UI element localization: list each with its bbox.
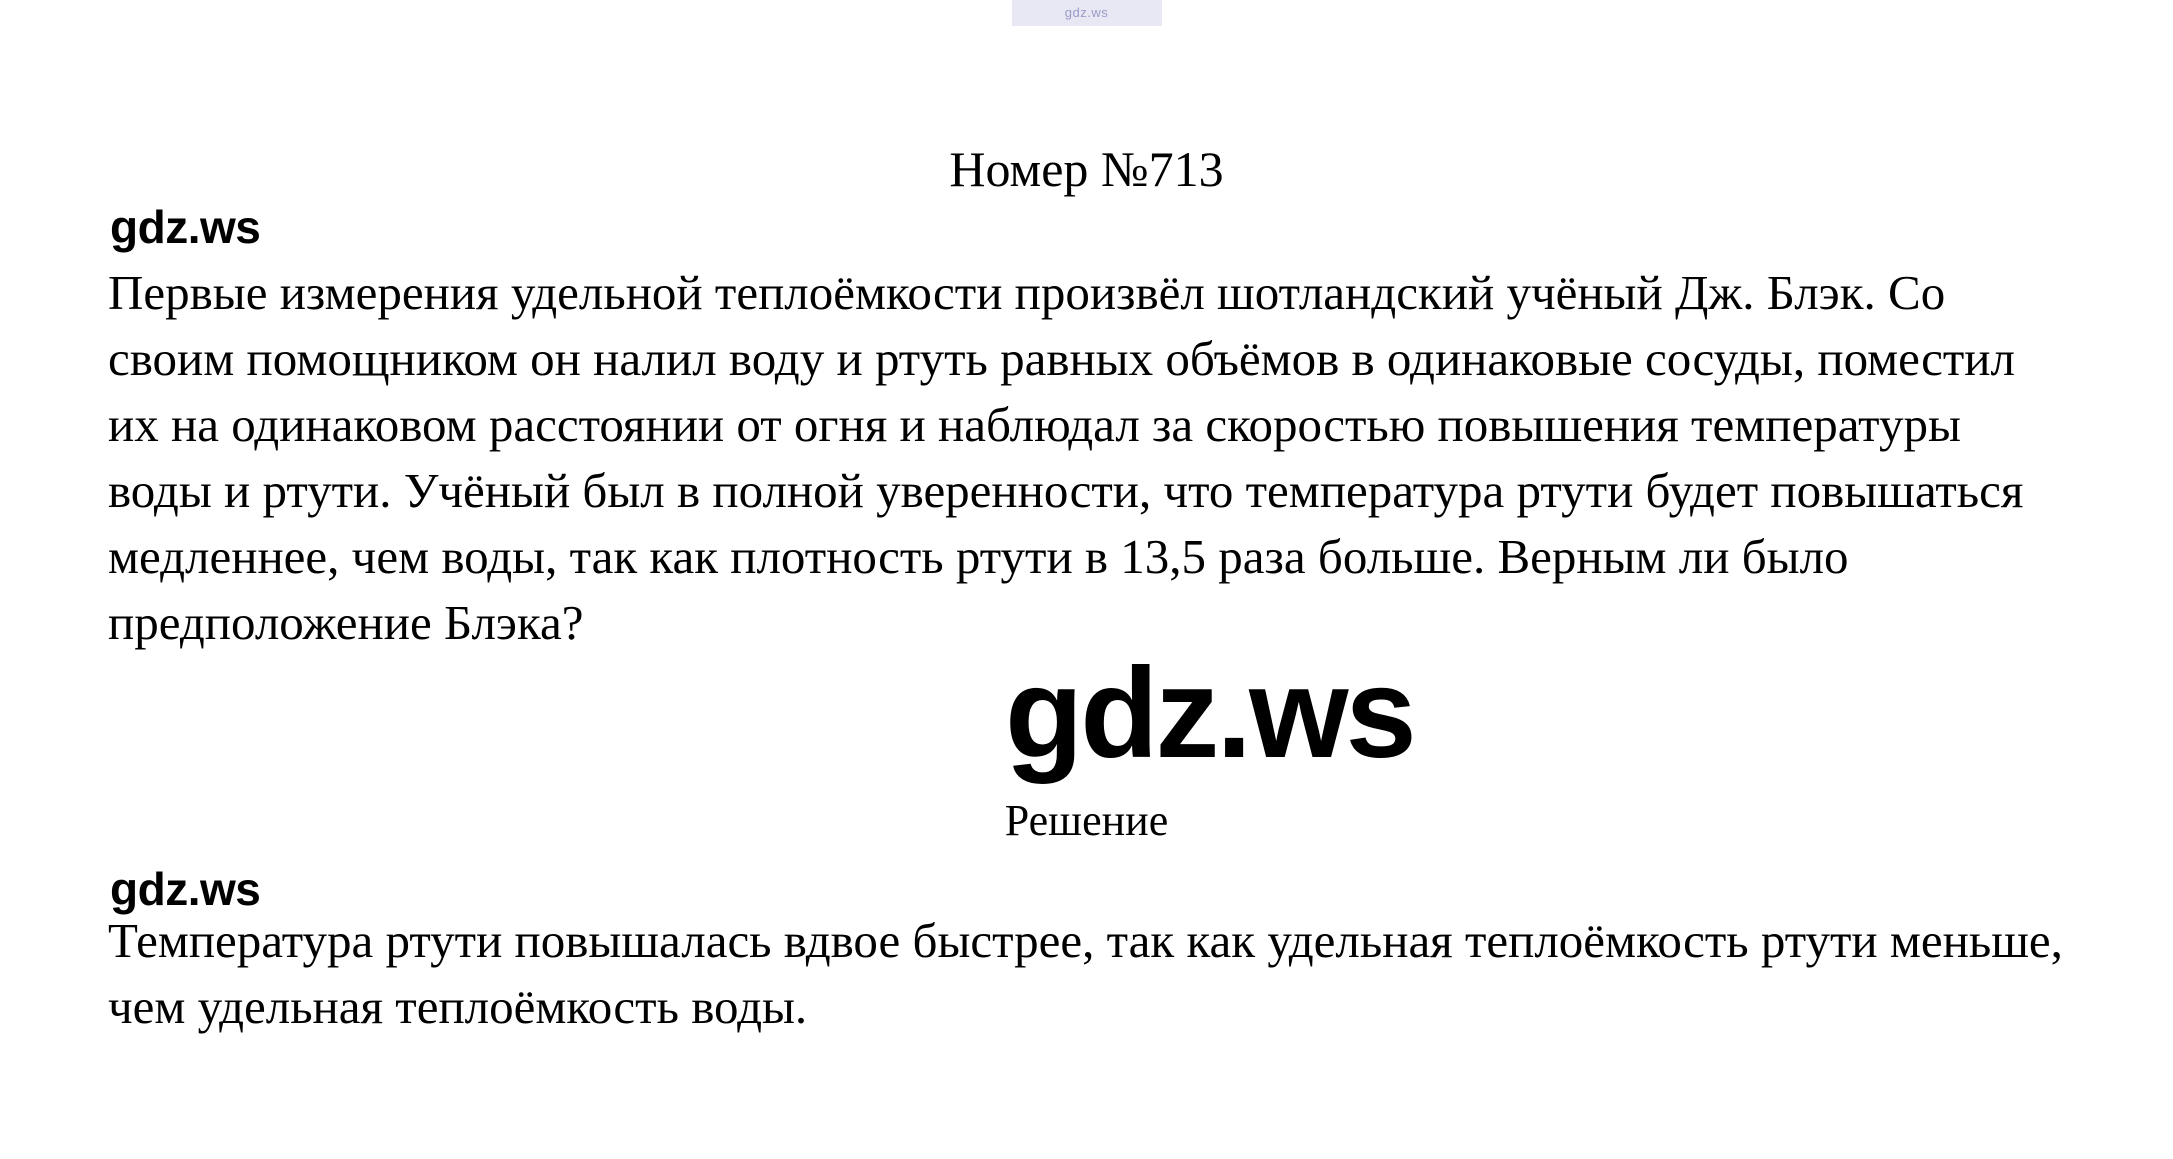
top-watermark: gdz.ws — [1012, 0, 1162, 26]
task-text: Первые измерения удельной теплоёмкости произвёл шотландский учёный Дж. Блэк. Со своим помощником он налил воду и ртуть равных объёмов в одинаковые сосуды, поместил их на одинаковом расстоянии от огня и наблюдал за скоростью повышения температуры воды и ртути. Учёный был в полной уверенности, что температура ртути будет повышаться медленнее, чем воды, так как плотность ртути в 13,5 раза больше. Верным ли было предположение Блэка? — [108, 265, 2024, 650]
watermark-large: gdz.ws — [1005, 642, 1414, 785]
solution-heading: Решение — [1004, 796, 1169, 845]
watermark-small-bottom: gdz.ws — [110, 863, 261, 915]
answer-text: Температура ртути повышалась вдвое быстрее, так как удельная теплоёмкость ртути меньше, чем удельная теплоёмкость воды. — [108, 913, 2063, 1034]
page-title: Номер №713 — [949, 141, 1224, 197]
watermark-small-top: gdz.ws — [110, 201, 261, 253]
